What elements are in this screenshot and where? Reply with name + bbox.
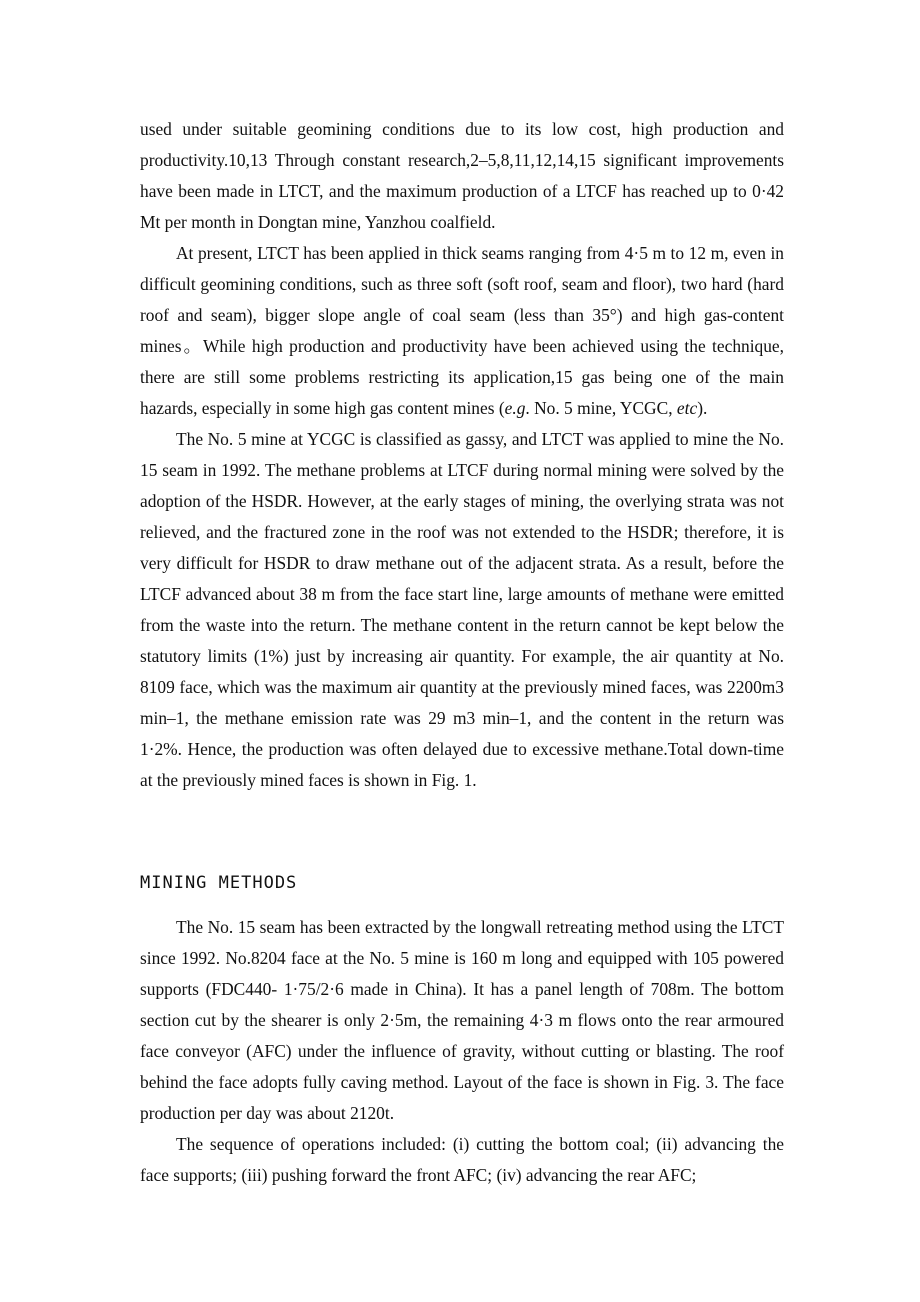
- section-heading: MINING METHODS: [140, 873, 298, 893]
- text-run: The No. 5 mine at YCGC is classified as gassy, and LTCT was applied to mine the No. 15 seam in 1992. The methane problems at LTCF during normal mining were solved by the adoption of the HSDR. However, at the early stages of mining, the overlying strata was not relieved, and the fractured zone in the roof was not extended to the HSDR; therefore, it is very difficult for HSDR to draw methane out of the adjacent strata. As a result, before the LTCF advanced about 38 m from the face start line, large amounts of methane were emitted from the waste into the return. The methane content in the return cannot be kept below the statutory limits (1%) just by increasing air quantity. For example, the air quantity at No. 8109 face, which was the maximum air quantity at the previously mined faces, was 2200m3 min–1, the methane emission rate was 29 m3 min–1, and the content in the return was 1·2%. Hence, the production was often delayed due to excessive methane.Total down-time at the previously mined faces is shown in Fig. 1.: [140, 429, 784, 790]
- paragraph: [140, 912, 784, 1129]
- text-run: ).: [697, 398, 708, 418]
- text-run: The sequence of operations included: (i) cutting the bottom coal; (ii) advancing the face supports; (iii) pushing forward the front AFC; (iv) advancing the rear AFC;: [140, 1134, 784, 1185]
- body-text-block-top: [140, 114, 784, 796]
- paragraph: [140, 114, 784, 238]
- text-run: used under suitable geomining conditions due to its low cost, high production and productivity.10,13 Through constant research,2–5,8,11,12,14,15 significant improvements have been made in LTCT, and the maximum production of a LTCF has reached up to 0·42 Mt per month in Dongtan mine, Yanzhou coalfield.: [140, 119, 784, 232]
- text-run: The No. 15 seam has been extracted by the longwall retreating method using the LTCT since 1992. No.8204 face at the No. 5 mine is 160 m long and equipped with 105 powered supports (FDC440- 1·75/2·6 made in China). It has a panel length of 708m. The bottom section cut by the shearer is only 2·5m, the remaining 4·3 m flows onto the rear armoured face conveyor (AFC) under the influence of gravity, without cutting or blasting. The roof behind the face adopts fully caving method. Layout of the face is shown in Fig. 3. The face production per day was about 2120t.: [140, 917, 784, 1123]
- text-run: At present, LTCT has been applied in thick seams ranging from 4·5 m to 12 m, even in difficult geomining conditions, such as three soft (soft roof, seam and floor), two hard (hard roof and seam), bigger slope angle of coal seam (less than 35°) and high gas-content mines。While high production and productivity have been achieved using the technique, there are still some problems restricting its application,15 gas being one of the main hazards, especially in some high gas content mines (: [140, 243, 784, 418]
- paragraph: [140, 1129, 784, 1191]
- body-text-block-bottom: [140, 912, 784, 1191]
- paragraph: [140, 424, 784, 796]
- text-run: . No. 5 mine, YCGC,: [525, 398, 677, 418]
- paragraph: [140, 238, 784, 424]
- italic-text: e.g: [504, 398, 526, 418]
- italic-text: etc: [676, 398, 698, 418]
